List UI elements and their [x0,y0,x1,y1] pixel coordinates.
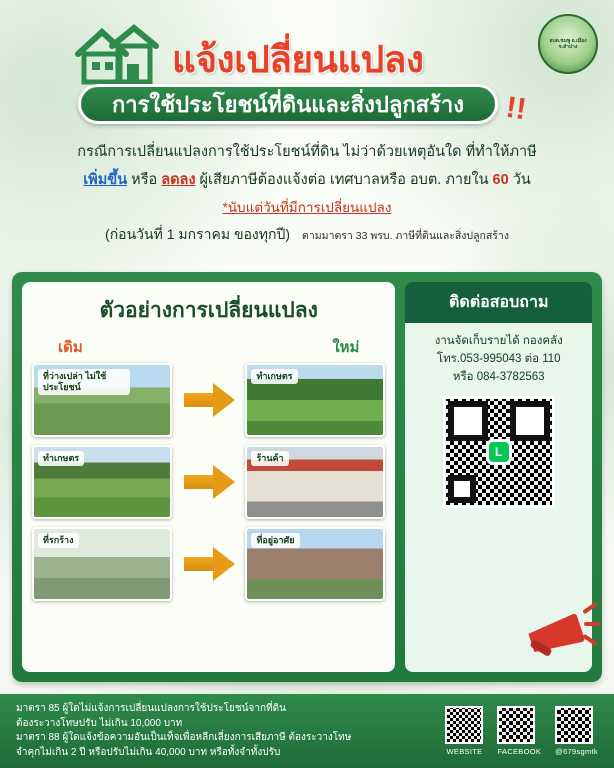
example-image-old [32,363,172,437]
line-badge-icon: L [486,439,512,465]
intro-line-2-post: ผู้เสียภาษีต้องแจ้งต่อ เทศบาลหรือ อบต. ภายใน [195,172,493,188]
line-qr-code[interactable] [443,396,555,508]
examples-card [22,282,395,672]
arrow-right-icon [183,547,235,581]
poster-header [0,0,614,140]
main-panel [12,272,602,682]
footer-law-88: มาตรา 88 ผู้ใดแจ้งข้อความอันเป็นเท็จเพื่อหลีกเลี่ยงการเสียภาษี ต้องระวางโทษ [16,732,352,743]
exclamation-icon: !! [503,90,529,127]
intro-line-1: กรณีการเปลี่ยนแปลงการใช้ประโยชน์ที่ดิน ไม่ว่าด้วยเหตุอันใด ที่ทำให้ภาษี [77,144,537,160]
footer-legal-text [16,702,445,760]
example-caption-old: ทำเกษตร [38,451,84,466]
title-ribbon [78,84,498,124]
megaphone-icon [522,598,600,676]
contact-department: งานจัดเก็บรายได้ กองคลัง [434,335,563,347]
intro-line-2 [28,168,586,191]
poster-footer [0,694,614,768]
intro-line-2-end: วัน [508,172,531,188]
examples-heading: ตัวอย่างการเปลี่ยนแปลง [99,299,318,322]
contact-phone[interactable]: โทร.053-995043 ต่อ 110 [436,352,561,365]
logo-text: อบต.ชมพู อ.เมือง จ.ลำปาง [549,37,587,50]
footer-facebook-qr[interactable] [497,706,541,756]
footer-law-85: มาตรา 85 ผู้ใดไม่แจ้งการเปลี่ยนแปลงการใช้ประโยชน์จากที่ดิน [16,703,286,714]
column-header-new: ใหม่ [332,339,360,356]
website-qr-icon[interactable] [445,706,483,744]
example-image-new [245,363,385,437]
footer-law-85-b: ต้องระวางโทษปรับ ไม่เกิน 10,000 บาท [16,717,183,729]
intro-deadline-note: (ก่อนวันที่ 1 มกราคม ของทุกปี) [105,226,291,242]
example-caption-old: ที่รกร้าง [38,533,79,548]
example-row [32,527,385,601]
title-ribbon-text: การใช้ประโยชน์ที่ดินและสิ่งปลูกสร้าง [111,91,465,117]
contact-mobile[interactable]: หรือ 084-3782563 [452,370,545,383]
example-image-old [32,527,172,601]
example-row [32,445,385,519]
intro-or: หรือ [127,172,162,188]
facebook-qr-icon[interactable] [497,706,535,744]
example-caption-new: ที่อยู่อาศัย [251,533,299,548]
intro-block [0,140,614,246]
column-header-old: เดิม [58,339,83,356]
house-icon [72,20,164,93]
deadline-days: 60 [492,172,509,188]
intro-line-4 [28,224,586,246]
contact-heading: ติดต่อสอบถาม [405,282,592,323]
page-title: แจ้งเปลี่ยนแปลง [172,39,424,80]
example-caption-new: ทำเกษตร [251,369,297,384]
municipality-logo [538,14,598,74]
tax-increase-text: เพิ่มขึ้น [83,172,128,188]
footer-label-facebook: FACEBOOK [497,747,542,756]
arrow-right-icon [183,383,235,417]
example-row [32,363,385,437]
footer-qr-group [445,706,598,756]
example-caption-new: ร้านค้า [251,451,288,466]
footer-line-qr[interactable] [555,706,598,756]
footer-label-website: WEBSITE [446,747,483,756]
example-image-old [32,445,172,519]
footer-website-qr[interactable] [445,706,483,756]
footer-law-88-b: จำคุกไม่เกิน 2 ปี หรือปรับไม่เกิน 40,000 บาท หรือทั้งจำทั้งปรับ [16,746,281,758]
example-caption-old: ที่ว่างเปล่า ไม่ใช้ประโยชน์ [38,369,130,395]
arrow-right-icon [183,465,235,499]
intro-law-ref: ตามมาตรา 33 พรบ. ภาษีที่ดินและสิ่งปลูกสร้าง [302,230,509,242]
line-qr-icon[interactable] [555,706,593,744]
examples-column-headers [32,335,385,359]
footer-label-line: @679sgmtk [555,747,598,756]
example-image-new [245,527,385,601]
example-image-new [245,445,385,519]
intro-line-3: *นับแต่วันที่มีการเปลี่ยนแปลง [222,200,392,215]
tax-decrease-text: ลดลง [161,172,196,188]
